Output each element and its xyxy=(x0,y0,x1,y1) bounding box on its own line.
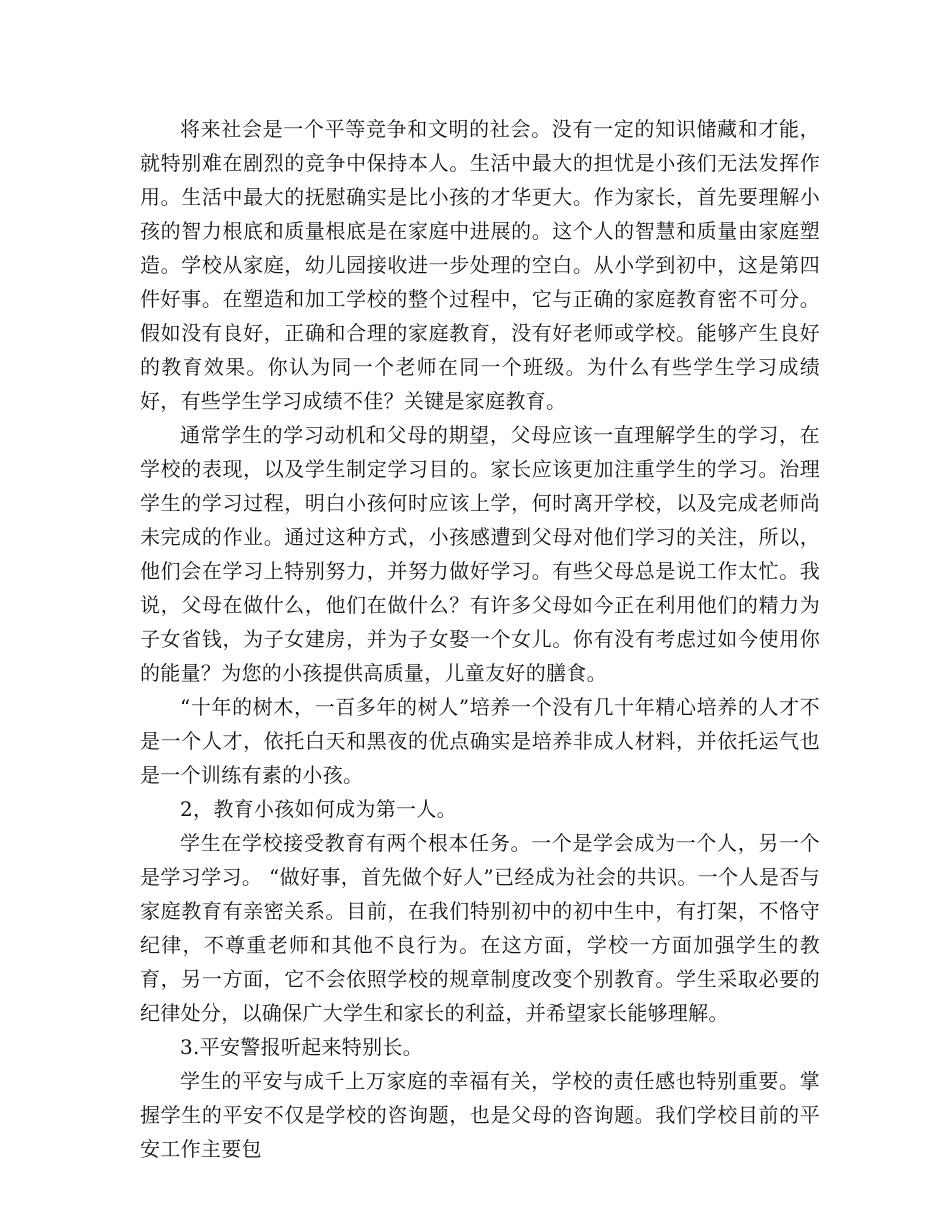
heading-section-2: 2，教育小孩如何成为第一人。 xyxy=(180,797,457,821)
paragraph-family-education-importance: 将来社会是一个平等竞争和文明的社会。没有一定的知识储藏和才能，就特别难在剧烈的竞争中保持本人。生活中最大的担忧是小孩们无法发挥作用。生活中最大的抚慰确实是比小孩的才华更大。作为家长，首先要理解小孩的智力根底和质量根底是在家庭中进展的。这个人的智慧和质量由家庭塑造。学校从家庭，幼儿园接收进一步处理的空白。从小学到初中，这是第四件好事。在塑造和加工学校的整个过程中，它与正确的家庭教育密不可分。假如没有良好，正确和合理的家庭教育，没有好老师或学校。能够产生良好的教育效果。你认为同一个老师在同一个班级。为什么有些学生学习成绩好，有些学生学习成绩不佳？关键是家庭教育。 xyxy=(140,117,820,413)
paragraph-parent-attention-to-study: 通常学生的学习动机和父母的期望，父母应该一直理解学生的学习，在学校的表现，以及学生制定学习目的。家长应该更加注重学生的学习。治理学生的学习过程，明白小孩何时应该上学，何时离开学校，以及完成老师尚未完成的作业。通过这种方式，小孩感遭到父母对他们学习的关注，所以，他们会在学习上特别努力，并努力做好学习。有些父母总是说工作太忙。我说，父母在做什么，他们在做什么？有许多父母如今正在利用他们的精力为子女省钱，为子女建房，并为子女娶一个女儿。你有没有考虑过如今使用你的能量？为您的小孩提供高质量，儿童友好的膳食。 xyxy=(140,423,820,685)
heading-section-3: 3.平安警报听起来特别长。 xyxy=(180,1035,423,1059)
document-body xyxy=(140,112,820,1166)
paragraph-ten-years-trees: “十年的树木，一百多年的树人”培养一个没有几十年精心培养的人才不是一个人才，依托白天和黑夜的优点确实是培养非成人材料，并依托运气也是一个训练有素的小孩。 xyxy=(140,695,820,787)
paragraph-two-basic-tasks: 学生在学校接受教育有两个根本任务。一个是学会成为一个人，另一个是学习学习。 “做好事，首先做个好人”已经成为社会的共识。一个人是否与家庭教育有亲密关系。目前，在我们特别初中的初中生中，有打架，不恪守纪律，不尊重老师和其他不良行为。在这方面，学校一方面加强学生的教育，另一方面，它不会依照学校的规章制度改变个别教育。学生采取必要的纪律处分，以确保广大学生和家长的利益，并希望家长能够理解。 xyxy=(140,831,820,1025)
paragraph-student-safety: 学生的平安与成千上万家庭的幸福有关，学校的责任感也特别重要。掌握学生的平安不仅是学校的咨询题，也是父母的咨询题。我们学校目前的平安工作主要包 xyxy=(140,1069,820,1161)
